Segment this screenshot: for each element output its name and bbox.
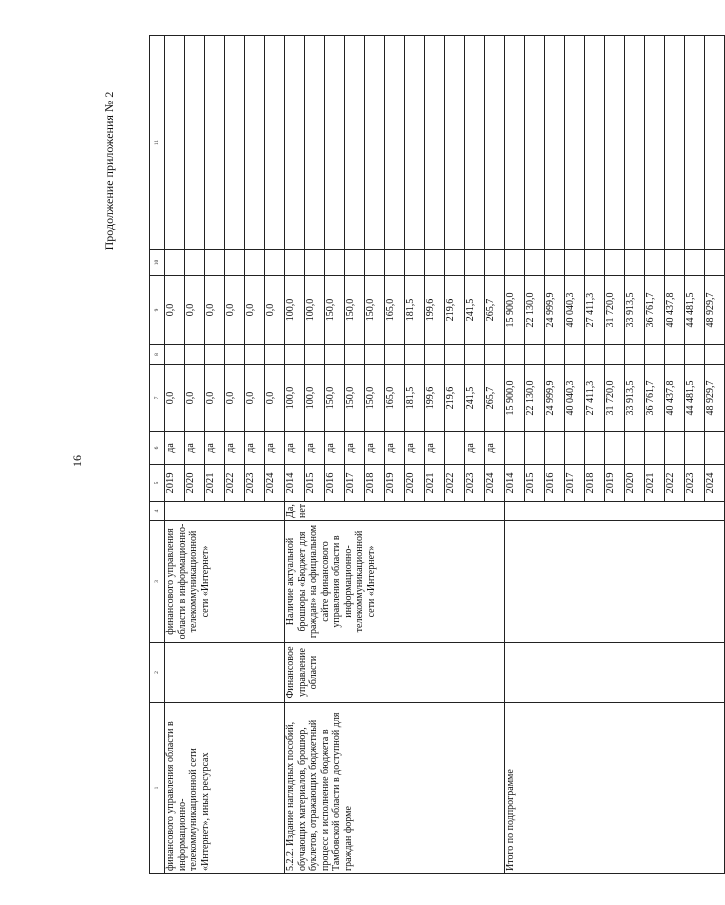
indicator-value-cell: [605, 432, 625, 465]
indicator-value-cell: [665, 432, 685, 465]
indicator-value-cell: [625, 432, 645, 465]
regional-amount-cell: 165,0: [385, 276, 405, 345]
program-table-grid: [149, 35, 725, 874]
local-amount-cell: [365, 250, 385, 276]
other-sources-cell: [525, 36, 545, 250]
total-amount-cell: 24 999,9: [545, 365, 565, 432]
year-cell: 2015: [525, 465, 545, 502]
indicator-value-cell: [705, 432, 725, 465]
other-sources-cell: [385, 36, 405, 250]
total-amount-cell: 22 130,0: [525, 365, 545, 432]
total-amount-cell: 0,0: [245, 365, 265, 432]
federal-amount-cell: [685, 345, 705, 365]
federal-amount-cell: [205, 345, 225, 365]
table-row: [505, 36, 525, 874]
total-amount-cell: 0,0: [205, 365, 225, 432]
regional-amount-cell: 0,0: [185, 276, 205, 345]
other-sources-cell: [665, 36, 685, 250]
page-number: 16: [70, 455, 84, 467]
federal-amount-cell: [605, 345, 625, 365]
local-amount-cell: [165, 250, 185, 276]
regional-amount-cell: 241,5: [465, 276, 485, 345]
regional-amount-cell: 100,0: [285, 276, 305, 345]
indicator-value-cell: да: [365, 432, 385, 465]
total-amount-cell: 100,0: [285, 365, 305, 432]
regional-amount-cell: 181,5: [405, 276, 425, 345]
local-amount-cell: [205, 250, 225, 276]
indicator-cell: финансового управления области в информационно-телекоммуникационной сети «Интернет»: [165, 521, 285, 643]
indicator-value-cell: да: [485, 432, 505, 465]
year-cell: 2019: [165, 465, 185, 502]
federal-amount-cell: [665, 345, 685, 365]
column-number-1: 1: [150, 703, 165, 874]
total-amount-cell: 0,0: [185, 365, 205, 432]
other-sources-cell: [425, 36, 445, 250]
regional-amount-cell: 44 481,5: [685, 276, 705, 345]
total-amount-cell: 36 761,7: [645, 365, 665, 432]
year-cell: 2020: [185, 465, 205, 502]
total-amount-cell: 31 720,0: [605, 365, 625, 432]
other-sources-cell: [545, 36, 565, 250]
table-body: [150, 36, 725, 874]
indicator-value-cell: [645, 432, 665, 465]
other-sources-cell: [505, 36, 525, 250]
indicator-value-cell: да: [225, 432, 245, 465]
unit-cell: Да, нет: [285, 502, 505, 521]
regional-amount-cell: 265,7: [485, 276, 505, 345]
column-number-row: [150, 36, 165, 874]
total-amount-cell: 33 913,5: [625, 365, 645, 432]
total-amount-cell: 27 411,3: [585, 365, 605, 432]
regional-amount-cell: 219,6: [445, 276, 465, 345]
regional-amount-cell: 0,0: [265, 276, 285, 345]
federal-amount-cell: [385, 345, 405, 365]
other-sources-cell: [325, 36, 345, 250]
federal-amount-cell: [185, 345, 205, 365]
indicator-value-cell: да: [185, 432, 205, 465]
regional-amount-cell: 36 761,7: [645, 276, 665, 345]
local-amount-cell: [245, 250, 265, 276]
indicator-value-cell: да: [325, 432, 345, 465]
year-cell: 2015: [305, 465, 325, 502]
federal-amount-cell: [505, 345, 525, 365]
total-amount-cell: 100,0: [305, 365, 325, 432]
year-cell: 2020: [405, 465, 425, 502]
regional-amount-cell: 0,0: [225, 276, 245, 345]
year-cell: 2021: [425, 465, 445, 502]
federal-amount-cell: [245, 345, 265, 365]
regional-amount-cell: 22 130,0: [525, 276, 545, 345]
indicator-cell: [505, 521, 725, 643]
total-amount-cell: 199,6: [425, 365, 445, 432]
federal-amount-cell: [425, 345, 445, 365]
other-sources-cell: [685, 36, 705, 250]
local-amount-cell: [505, 250, 525, 276]
local-amount-cell: [465, 250, 485, 276]
year-cell: 2019: [605, 465, 625, 502]
local-amount-cell: [305, 250, 325, 276]
indicator-value-cell: да: [245, 432, 265, 465]
year-cell: 2024: [485, 465, 505, 502]
federal-amount-cell: [645, 345, 665, 365]
other-sources-cell: [625, 36, 645, 250]
indicator-value-cell: да: [165, 432, 185, 465]
total-amount-cell: 265,7: [485, 365, 505, 432]
regional-amount-cell: 40 437,8: [665, 276, 685, 345]
table-row: [285, 36, 305, 874]
regional-amount-cell: 15 900,0: [505, 276, 525, 345]
indicator-value-cell: [505, 432, 525, 465]
local-amount-cell: [545, 250, 565, 276]
year-cell: 2023: [685, 465, 705, 502]
column-number-8: 8: [150, 345, 165, 365]
local-amount-cell: [425, 250, 445, 276]
year-cell: 2020: [625, 465, 645, 502]
indicator-value-cell: да: [405, 432, 425, 465]
other-sources-cell: [165, 36, 185, 250]
column-number-6: 6: [150, 432, 165, 465]
other-sources-cell: [565, 36, 585, 250]
other-sources-cell: [225, 36, 245, 250]
local-amount-cell: [185, 250, 205, 276]
indicator-value-cell: [545, 432, 565, 465]
unit-cell: [165, 502, 285, 521]
year-cell: 2022: [665, 465, 685, 502]
total-amount-cell: 241,5: [465, 365, 485, 432]
federal-amount-cell: [265, 345, 285, 365]
other-sources-cell: [265, 36, 285, 250]
total-amount-cell: 15 900,0: [505, 365, 525, 432]
other-sources-cell: [405, 36, 425, 250]
year-cell: 2019: [385, 465, 405, 502]
federal-amount-cell: [345, 345, 365, 365]
federal-amount-cell: [525, 345, 545, 365]
other-sources-cell: [365, 36, 385, 250]
indicator-value-cell: [585, 432, 605, 465]
total-amount-cell: 40 040,3: [565, 365, 585, 432]
federal-amount-cell: [625, 345, 645, 365]
local-amount-cell: [265, 250, 285, 276]
regional-amount-cell: 199,6: [425, 276, 445, 345]
local-amount-cell: [625, 250, 645, 276]
measure-name-cell: финансового управления области в информационно-телекоммуникационной сети «Интернет», иных ресурсах: [165, 703, 285, 874]
other-sources-cell: [285, 36, 305, 250]
regional-amount-cell: 48 929,7: [705, 276, 725, 345]
local-amount-cell: [385, 250, 405, 276]
indicator-cell: Наличие актуальной брошюры «Бюджет для граждан» на официальном сайте финансового управления области в информационно-телекоммуникационной сети «Интернет»: [285, 521, 505, 643]
column-number-11: 11: [150, 36, 165, 250]
regional-amount-cell: 27 411,3: [585, 276, 605, 345]
indicator-value-cell: да: [285, 432, 305, 465]
federal-amount-cell: [705, 345, 725, 365]
column-number-4: 4: [150, 502, 165, 521]
federal-amount-cell: [325, 345, 345, 365]
local-amount-cell: [665, 250, 685, 276]
total-amount-cell: 219,6: [445, 365, 465, 432]
federal-amount-cell: [565, 345, 585, 365]
year-cell: 2023: [465, 465, 485, 502]
total-amount-cell: 48 929,7: [705, 365, 725, 432]
indicator-value-cell: да: [465, 432, 485, 465]
local-amount-cell: [225, 250, 245, 276]
column-number-5: 5: [150, 465, 165, 502]
local-amount-cell: [525, 250, 545, 276]
other-sources-cell: [605, 36, 625, 250]
federal-amount-cell: [305, 345, 325, 365]
indicator-value-cell: [445, 432, 465, 465]
year-cell: 2017: [345, 465, 365, 502]
regional-amount-cell: 100,0: [305, 276, 325, 345]
total-amount-cell: 0,0: [225, 365, 245, 432]
year-cell: 2021: [645, 465, 665, 502]
year-cell: 2014: [285, 465, 305, 502]
year-cell: 2024: [705, 465, 725, 502]
local-amount-cell: [325, 250, 345, 276]
local-amount-cell: [445, 250, 465, 276]
total-amount-cell: 150,0: [345, 365, 365, 432]
federal-amount-cell: [585, 345, 605, 365]
table-row: [165, 36, 185, 874]
local-amount-cell: [585, 250, 605, 276]
year-cell: 2022: [225, 465, 245, 502]
other-sources-cell: [705, 36, 725, 250]
indicator-value-cell: да: [265, 432, 285, 465]
year-cell: 2023: [245, 465, 265, 502]
year-cell: 2024: [265, 465, 285, 502]
unit-cell: [505, 502, 725, 521]
executor-cell: [505, 643, 725, 703]
regional-amount-cell: 150,0: [325, 276, 345, 345]
year-cell: 2022: [445, 465, 465, 502]
local-amount-cell: [645, 250, 665, 276]
local-amount-cell: [345, 250, 365, 276]
regional-amount-cell: 0,0: [205, 276, 225, 345]
federal-amount-cell: [445, 345, 465, 365]
program-table: [149, 36, 716, 874]
regional-amount-cell: 24 999,9: [545, 276, 565, 345]
total-amount-cell: 40 437,8: [665, 365, 685, 432]
other-sources-cell: [345, 36, 365, 250]
regional-amount-cell: 0,0: [245, 276, 265, 345]
federal-amount-cell: [545, 345, 565, 365]
regional-amount-cell: 40 040,3: [565, 276, 585, 345]
federal-amount-cell: [465, 345, 485, 365]
federal-amount-cell: [405, 345, 425, 365]
measure-name-cell: 5.2.2. Издание наглядных пособий, обучающих материалов, брошюр, буклетов, отражающих бюджетный процесс и исполнение бюджета в Тамбовской области в доступной для граждан форме: [285, 703, 505, 874]
executor-cell: [165, 643, 285, 703]
federal-amount-cell: [365, 345, 385, 365]
other-sources-cell: [245, 36, 265, 250]
local-amount-cell: [685, 250, 705, 276]
federal-amount-cell: [485, 345, 505, 365]
other-sources-cell: [185, 36, 205, 250]
regional-amount-cell: 150,0: [345, 276, 365, 345]
indicator-value-cell: [565, 432, 585, 465]
column-number-7: 7: [150, 365, 165, 432]
year-cell: 2014: [505, 465, 525, 502]
total-amount-cell: 0,0: [165, 365, 185, 432]
indicator-value-cell: [525, 432, 545, 465]
column-number-10: 10: [150, 250, 165, 276]
column-number-3: 3: [150, 521, 165, 643]
other-sources-cell: [445, 36, 465, 250]
executor-cell: Финансовое управление области: [285, 643, 505, 703]
local-amount-cell: [605, 250, 625, 276]
indicator-value-cell: да: [385, 432, 405, 465]
indicator-value-cell: да: [305, 432, 325, 465]
local-amount-cell: [285, 250, 305, 276]
other-sources-cell: [485, 36, 505, 250]
local-amount-cell: [485, 250, 505, 276]
column-number-9: 9: [150, 276, 165, 345]
indicator-value-cell: да: [345, 432, 365, 465]
federal-amount-cell: [285, 345, 305, 365]
total-amount-cell: 165,0: [385, 365, 405, 432]
year-cell: 2021: [205, 465, 225, 502]
regional-amount-cell: 31 720,0: [605, 276, 625, 345]
column-number-2: 2: [150, 643, 165, 703]
other-sources-cell: [305, 36, 325, 250]
local-amount-cell: [405, 250, 425, 276]
total-amount-cell: 181,5: [405, 365, 425, 432]
total-amount-cell: 0,0: [265, 365, 285, 432]
year-cell: 2018: [365, 465, 385, 502]
total-amount-cell: 44 481,5: [685, 365, 705, 432]
year-cell: 2016: [545, 465, 565, 502]
indicator-value-cell: да: [205, 432, 225, 465]
other-sources-cell: [645, 36, 665, 250]
regional-amount-cell: 33 913,5: [625, 276, 645, 345]
year-cell: 2016: [325, 465, 345, 502]
appendix-caption: Продолжение приложения № 2: [102, 91, 116, 251]
other-sources-cell: [465, 36, 485, 250]
total-amount-cell: 150,0: [325, 365, 345, 432]
regional-amount-cell: 150,0: [365, 276, 385, 345]
local-amount-cell: [705, 250, 725, 276]
other-sources-cell: [205, 36, 225, 250]
local-amount-cell: [565, 250, 585, 276]
year-cell: 2018: [585, 465, 605, 502]
indicator-value-cell: да: [425, 432, 445, 465]
federal-amount-cell: [225, 345, 245, 365]
total-amount-cell: 150,0: [365, 365, 385, 432]
regional-amount-cell: 0,0: [165, 276, 185, 345]
indicator-value-cell: [685, 432, 705, 465]
year-cell: 2017: [565, 465, 585, 502]
other-sources-cell: [585, 36, 605, 250]
federal-amount-cell: [165, 345, 185, 365]
measure-name-cell: Итого по подпрограмме: [505, 703, 725, 874]
